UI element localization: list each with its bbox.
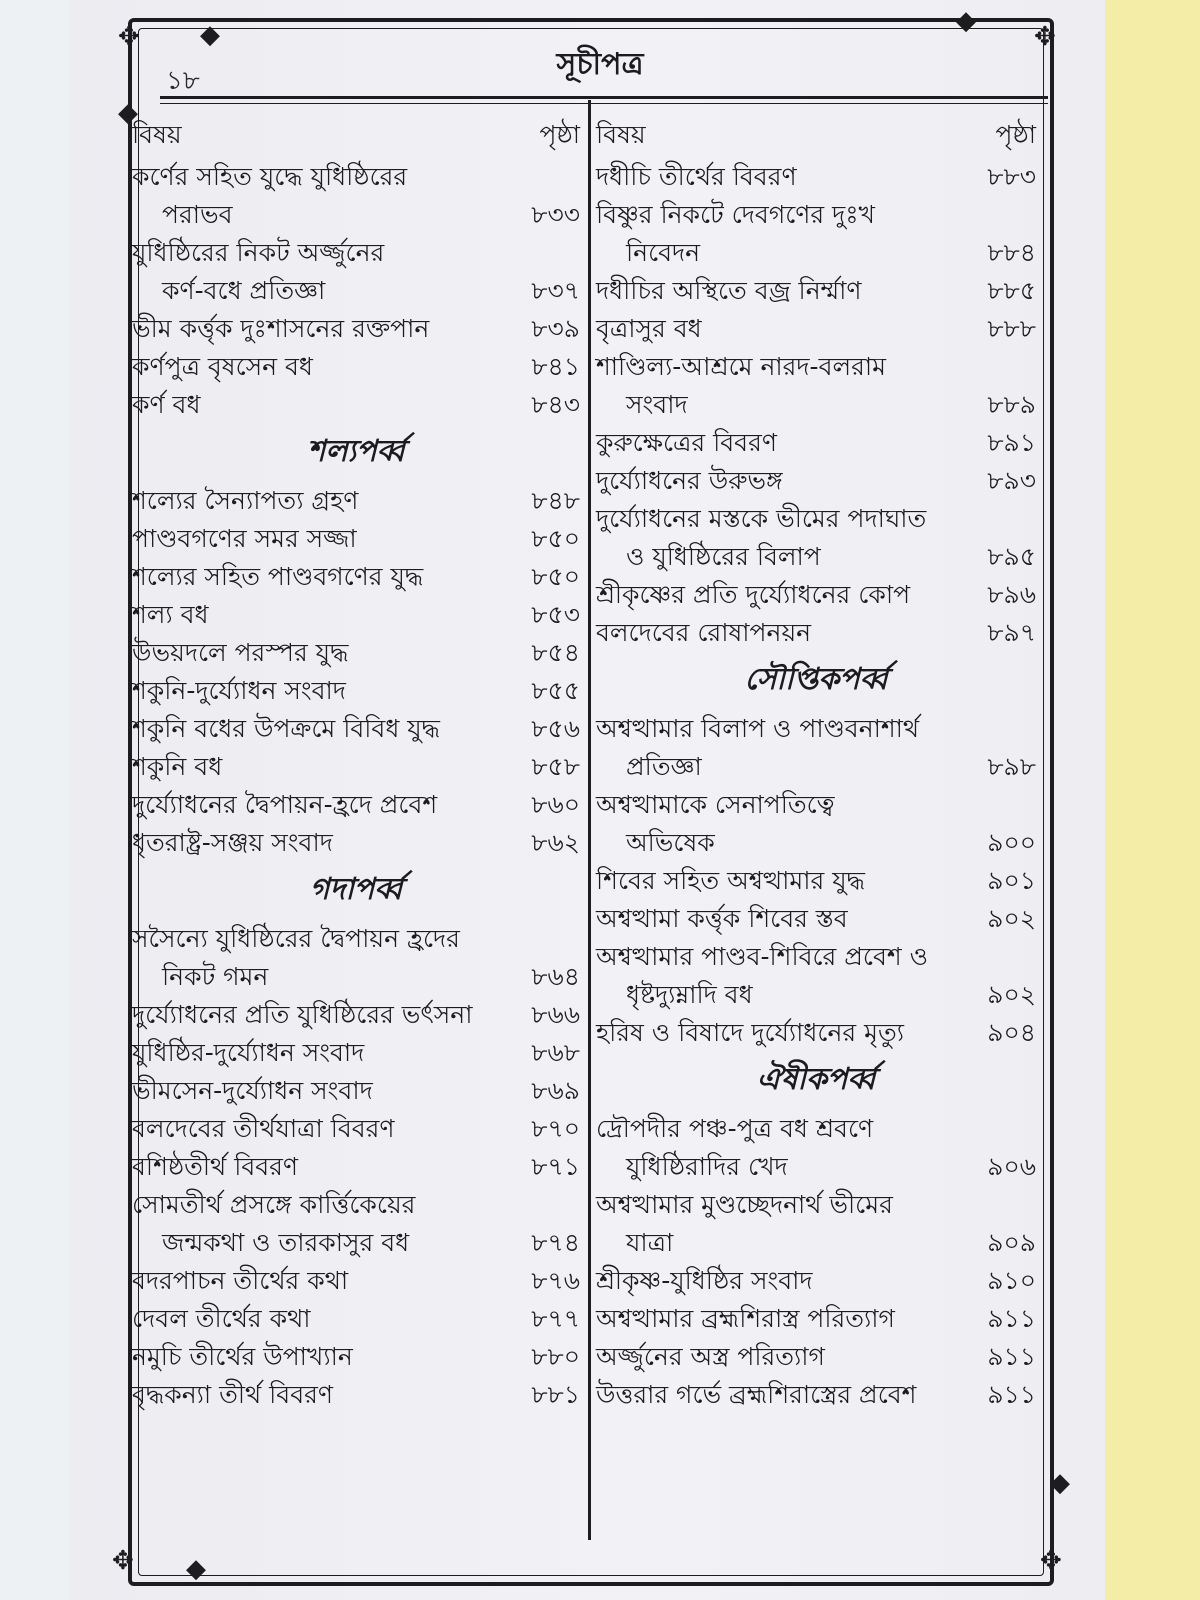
toc-entry-page: ৮৮৪ xyxy=(987,238,1036,267)
toc-entry-page: ৯০১ xyxy=(987,866,1036,895)
column-divider xyxy=(588,100,591,1540)
toc-entry-title: হরিষ ও বিষাদে দুর্য্যোধনের মৃত্যু xyxy=(596,1018,904,1047)
toc-entry-page: ৯০২ xyxy=(987,980,1036,1009)
toc-entry-page: ৮৪১ xyxy=(531,352,580,381)
toc-entry-title: নমুচি তীর্থের উপাখ্যান xyxy=(132,1342,353,1371)
toc-entry-title: শ্রীকৃষ্ণ-যুধিষ্ঠির সংবাদ xyxy=(596,1266,813,1295)
toc-entry-title: ধৃষ্টদ্যুম্নাদি বধ xyxy=(626,980,753,1009)
toc-column-right xyxy=(596,118,1036,1414)
toc-entry-page: ৮৬২ xyxy=(531,828,580,857)
toc-entry-title: জন্মকথা ও তারকাসুর বধ xyxy=(162,1228,410,1257)
toc-entry xyxy=(132,1110,580,1148)
toc-entry xyxy=(132,1034,580,1072)
toc-entry xyxy=(132,1148,580,1186)
toc-entry xyxy=(596,1300,1036,1338)
toc-entry-title: দুর্য্যোধনের প্রতি যুধিষ্ঠিরের ভর্ৎসনা xyxy=(132,1000,473,1029)
section-heading: ঐষীকপর্ব্ব xyxy=(756,1062,876,1097)
toc-entry xyxy=(596,900,1036,938)
toc-entry-title: শকুনি বধের উপক্রমে বিবিধ যুদ্ধ xyxy=(132,714,441,743)
toc-entry-page: ৮৯৮ xyxy=(987,752,1036,781)
toc-entry-page: ৮৯১ xyxy=(987,428,1036,457)
toc-entry xyxy=(132,1186,580,1224)
toc-entry xyxy=(132,234,580,272)
column-header xyxy=(132,118,580,158)
toc-entry-page: ৯১১ xyxy=(987,1342,1036,1371)
page-title: সূচীপত্র xyxy=(556,47,644,82)
toc-entry xyxy=(596,462,1036,500)
toc-entry xyxy=(596,158,1036,196)
toc-entry xyxy=(132,710,580,748)
toc-entry-page: ৮৭৪ xyxy=(531,1228,580,1257)
toc-entry-title: শল্য বধ xyxy=(132,600,209,629)
subject-heading: বিষয় xyxy=(596,120,646,149)
toc-entry xyxy=(132,272,580,310)
toc-entry xyxy=(596,1224,1036,1262)
toc-entry-page: ৯১১ xyxy=(987,1304,1036,1333)
toc-entry-title: অশ্বত্থামাকে সেনাপতিত্বে xyxy=(596,790,835,819)
corner-ornament-icon: ✥ xyxy=(118,22,140,52)
toc-entry xyxy=(132,310,580,348)
toc-entry-title: উভয়দলে পরস্পর যুদ্ধ xyxy=(132,638,349,667)
header-rule xyxy=(160,103,1048,104)
toc-entry xyxy=(596,614,1036,652)
toc-entry-title: যুধিষ্ঠির-দুর্য্যোধন সংবাদ xyxy=(132,1038,365,1067)
toc-entry-page: ৮৫০ xyxy=(531,524,580,553)
page-heading: পৃষ্ঠা xyxy=(995,120,1036,149)
toc-entry-title: দ্রৌপদীর পঞ্চ-পুত্র বধ শ্রবণে xyxy=(596,1114,874,1143)
toc-list xyxy=(596,158,1036,1414)
toc-entry-page: ৮৭১ xyxy=(531,1152,580,1181)
toc-entry-page: ৯১০ xyxy=(987,1266,1036,1295)
corner-ornament-icon: ✥ xyxy=(1040,1546,1062,1576)
toc-entry-title: অশ্বত্থামার পাণ্ডব-শিবিরে প্রবেশ ও xyxy=(596,942,929,971)
toc-entry-title: নিবেদন xyxy=(626,238,701,267)
toc-entry-page: ৮৫৬ xyxy=(531,714,580,743)
toc-entry-title: অর্জ্জুনের অস্ত্র পরিত্যাগ xyxy=(596,1342,825,1371)
toc-entry-page: ৮৮০ xyxy=(531,1342,580,1371)
toc-entry-title: দুর্য্যোধনের দ্বৈপায়ন-হ্রদে প্রবেশ xyxy=(132,790,438,819)
toc-entry-page: ৮৮৯ xyxy=(987,390,1036,419)
toc-entry-page: ৮৫০ xyxy=(531,562,580,591)
toc-entry-title: ধৃতরাষ্ট্র-সঞ্জয় সংবাদ xyxy=(132,828,333,857)
toc-entry-page: ৮৮৫ xyxy=(987,276,1036,305)
toc-entry-page: ৮৮১ xyxy=(531,1380,580,1409)
toc-entry-page: ৮৬৬ xyxy=(531,1000,580,1029)
toc-entry-title: সসৈন্যে যুধিষ্ঠিরের দ্বৈপায়ন হ্রদের xyxy=(132,924,460,953)
toc-entry xyxy=(596,862,1036,900)
toc-entry-page: ৯০৪ xyxy=(987,1018,1036,1047)
toc-entry-title: দধীচি তীর্থের বিবরণ xyxy=(596,162,797,191)
toc-entry-title: বদরপাচন তীর্থের কথা xyxy=(132,1266,349,1295)
toc-entry xyxy=(596,1186,1036,1224)
toc-entry-title: প্রতিজ্ঞা xyxy=(626,752,702,781)
toc-entry-title: অশ্বত্থামার বিলাপ ও পাণ্ডবনাশার্থ xyxy=(596,714,920,743)
toc-entry xyxy=(132,634,580,672)
toc-entry xyxy=(596,386,1036,424)
corner-ornament-icon: ✥ xyxy=(1034,22,1056,52)
toc-entry-title: শল্যের সৈন্যাপত্য গ্রহণ xyxy=(132,486,359,515)
toc-entry xyxy=(132,1300,580,1338)
toc-entry xyxy=(132,348,580,386)
toc-entry xyxy=(132,824,580,862)
subject-heading: বিষয় xyxy=(132,120,182,149)
toc-entry xyxy=(132,786,580,824)
toc-entry xyxy=(596,424,1036,462)
toc-entry-title: অশ্বত্থামার মুণ্ডচ্ছেদনার্থ ভীমের xyxy=(596,1190,893,1219)
toc-entry xyxy=(596,1262,1036,1300)
toc-entry-title: পরাভব xyxy=(162,200,233,229)
header-rule xyxy=(160,96,1048,99)
toc-entry xyxy=(596,1014,1036,1052)
toc-entry-page: ৯০৬ xyxy=(987,1152,1036,1181)
toc-entry xyxy=(596,710,1036,748)
toc-entry-page: ৮৫৩ xyxy=(531,600,580,629)
border-ornament-icon: ◆ xyxy=(1050,1468,1070,1498)
toc-entry-title: দুর্য্যোধনের উরুভঙ্গ xyxy=(596,466,783,495)
toc-entry xyxy=(596,786,1036,824)
toc-entry xyxy=(132,748,580,786)
toc-entry-title: দধীচির অস্থিতে বজ্র নির্ম্মাণ xyxy=(596,276,862,305)
toc-entry-title: বৃত্রাসুর বধ xyxy=(596,314,702,343)
toc-entry-title: পাণ্ডবগণের সমর সজ্জা xyxy=(132,524,357,553)
toc-entry-page: ৮৬৮ xyxy=(531,1038,580,1067)
toc-entry xyxy=(132,1376,580,1414)
border-ornament-icon: ◆ xyxy=(200,20,220,50)
toc-entry-title: দুর্য্যোধনের মস্তকে ভীমের পদাঘাত xyxy=(596,504,927,533)
corner-ornament-icon: ✥ xyxy=(112,1546,134,1576)
toc-entry-page: ৮৩৩ xyxy=(531,200,580,229)
toc-entry xyxy=(132,482,580,520)
toc-entry-title: অশ্বত্থামা কর্ত্তৃক শিবের স্তব xyxy=(596,904,848,933)
toc-entry xyxy=(132,386,580,424)
toc-entry xyxy=(596,976,1036,1014)
toc-entry xyxy=(596,1110,1036,1148)
toc-entry-title: শিবের সহিত অশ্বত্থামার যুদ্ধ xyxy=(596,866,865,895)
toc-entry xyxy=(596,196,1036,234)
toc-entry-title: যুধিষ্ঠিরাদির খেদ xyxy=(626,1152,788,1181)
toc-entry-page: ৯১১ xyxy=(987,1380,1036,1409)
toc-entry-title: কর্ণ বধ xyxy=(132,390,201,419)
toc-entry xyxy=(132,158,580,196)
toc-entry-title: কর্ণ-বধে প্রতিজ্ঞা xyxy=(162,276,326,305)
toc-entry-title: কর্ণপুত্র বৃষসেন বধ xyxy=(132,352,313,381)
toc-entry xyxy=(596,748,1036,786)
toc-entry-page: ৮৬৪ xyxy=(531,962,580,991)
toc-entry xyxy=(132,1262,580,1300)
toc-entry-page: ৮৯৭ xyxy=(987,618,1036,647)
page-heading: পৃষ্ঠা xyxy=(539,120,580,149)
border-ornament-icon: ◆ xyxy=(118,98,138,128)
border-ornament-icon: ◆ xyxy=(956,6,976,36)
toc-entry-page: ৮৯৬ xyxy=(987,580,1036,609)
border-ornament-icon: ◆ xyxy=(186,1554,206,1584)
toc-entry-title: শ্রীকৃষ্ণের প্রতি দুর্য্যোধনের কোপ xyxy=(596,580,911,609)
toc-entry xyxy=(596,234,1036,272)
toc-entry-title: যাত্রা xyxy=(626,1228,674,1257)
toc-entry-page: ৮৭৬ xyxy=(531,1266,580,1295)
toc-entry xyxy=(132,672,580,710)
toc-entry-title: বশিষ্ঠতীর্থ বিবরণ xyxy=(132,1152,299,1181)
toc-entry xyxy=(596,824,1036,862)
toc-entry-page: ৯০০ xyxy=(987,828,1036,857)
toc-entry xyxy=(132,196,580,234)
toc-entry-page: ৮৫৫ xyxy=(531,676,580,705)
toc-entry xyxy=(596,1376,1036,1414)
toc-entry-page: ৮৬০ xyxy=(531,790,580,819)
toc-entry xyxy=(596,1338,1036,1376)
toc-entry-title: বলদেবের তীর্থযাত্রা বিবরণ xyxy=(132,1114,395,1143)
toc-entry xyxy=(132,520,580,558)
toc-entry-title: কর্ণের সহিত যুদ্ধে যুধিষ্ঠিরের xyxy=(132,162,408,191)
toc-entry xyxy=(132,958,580,996)
toc-entry-title: শকুনি-দুর্য্যোধন সংবাদ xyxy=(132,676,346,705)
toc-entry-title: যুধিষ্ঠিরের নিকট অর্জ্জুনের xyxy=(132,238,385,267)
toc-entry xyxy=(596,538,1036,576)
toc-entry-title: বিষ্ণুর নিকটে দেবগণের দুঃখ xyxy=(596,200,875,229)
toc-entry-title: শাণ্ডিল্য-আশ্রমে নারদ-বলরাম xyxy=(596,352,887,381)
toc-entry xyxy=(132,558,580,596)
toc-entry xyxy=(596,1148,1036,1186)
toc-entry-title: ভীমসেন-দুর্য্যোধন সংবাদ xyxy=(132,1076,373,1105)
toc-entry xyxy=(132,1338,580,1376)
toc-entry-page: ৮৩৯ xyxy=(531,314,580,343)
toc-entry-title: কুরুক্ষেত্রের বিবরণ xyxy=(596,428,777,457)
background-edge-right xyxy=(1105,0,1200,1600)
toc-entry-title: বলদেবের রোষাপনয়ন xyxy=(596,618,812,647)
toc-entry-page: ৮৪৩ xyxy=(531,390,580,419)
toc-entry-page: ৮৬৯ xyxy=(531,1076,580,1105)
toc-entry-page: ৮৭৭ xyxy=(531,1304,580,1333)
toc-entry-title: সংবাদ xyxy=(626,390,688,419)
toc-entry-page: ৮৯৫ xyxy=(987,542,1036,571)
section-heading: গদাপর্ব্ব xyxy=(309,872,403,907)
toc-list xyxy=(132,158,580,1414)
toc-entry xyxy=(596,938,1036,976)
toc-entry-title: উত্তরার গর্ভে ব্রহ্মশিরাস্ত্রের প্রবেশ xyxy=(596,1380,917,1409)
toc-entry-title: অভিষেক xyxy=(626,828,715,857)
toc-entry xyxy=(596,500,1036,538)
toc-entry xyxy=(596,348,1036,386)
toc-entry-title: শল্যের সহিত পাণ্ডবগণের যুদ্ধ xyxy=(132,562,424,591)
toc-entry xyxy=(132,1072,580,1110)
page-number: ১৮ xyxy=(166,66,200,96)
toc-entry-title: সোমতীর্থ প্রসঙ্গে কার্ত্তিকেয়ের xyxy=(132,1190,416,1219)
toc-entry-title: অশ্বত্থামার ব্রহ্মশিরাস্ত্র পরিত্যাগ xyxy=(596,1304,895,1333)
toc-entry-title: ভীম কর্ত্তৃক দুঃশাসনের রক্তপান xyxy=(132,314,430,343)
toc-entry-page: ৮৮৮ xyxy=(987,314,1036,343)
toc-entry-title: বৃদ্ধকন্যা তীর্থ বিবরণ xyxy=(132,1380,334,1409)
section-heading: শল্যপর্ব্ব xyxy=(307,434,405,469)
toc-column-left xyxy=(132,118,580,1414)
toc-entry xyxy=(596,310,1036,348)
toc-entry-page: ৯০২ xyxy=(987,904,1036,933)
toc-entry xyxy=(132,920,580,958)
toc-entry xyxy=(596,272,1036,310)
toc-entry xyxy=(132,1224,580,1262)
toc-entry xyxy=(132,596,580,634)
section-heading: সৌপ্তিকপর্ব্ব xyxy=(744,662,888,697)
toc-entry-page: ৮৩৭ xyxy=(531,276,580,305)
toc-entry-page: ৮৪৮ xyxy=(531,486,580,515)
toc-entry xyxy=(132,996,580,1034)
column-header xyxy=(596,118,1036,158)
toc-entry-page: ৯০৯ xyxy=(987,1228,1036,1257)
toc-entry-page: ৮৮৩ xyxy=(987,162,1036,191)
toc-entry-page: ৮৫৪ xyxy=(531,638,580,667)
toc-entry-title: শকুনি বধ xyxy=(132,752,223,781)
toc-entry-page: ৮৯৩ xyxy=(987,466,1036,495)
toc-entry-title: দেবল তীর্থের কথা xyxy=(132,1304,311,1333)
toc-entry-page: ৮৭০ xyxy=(531,1114,580,1143)
toc-entry-title: নিকট গমন xyxy=(162,962,269,991)
background-edge-left xyxy=(0,0,70,1600)
toc-entry-page: ৮৫৮ xyxy=(531,752,580,781)
toc-entry xyxy=(596,576,1036,614)
toc-entry-title: ও যুধিষ্ঠিরের বিলাপ xyxy=(626,542,821,571)
